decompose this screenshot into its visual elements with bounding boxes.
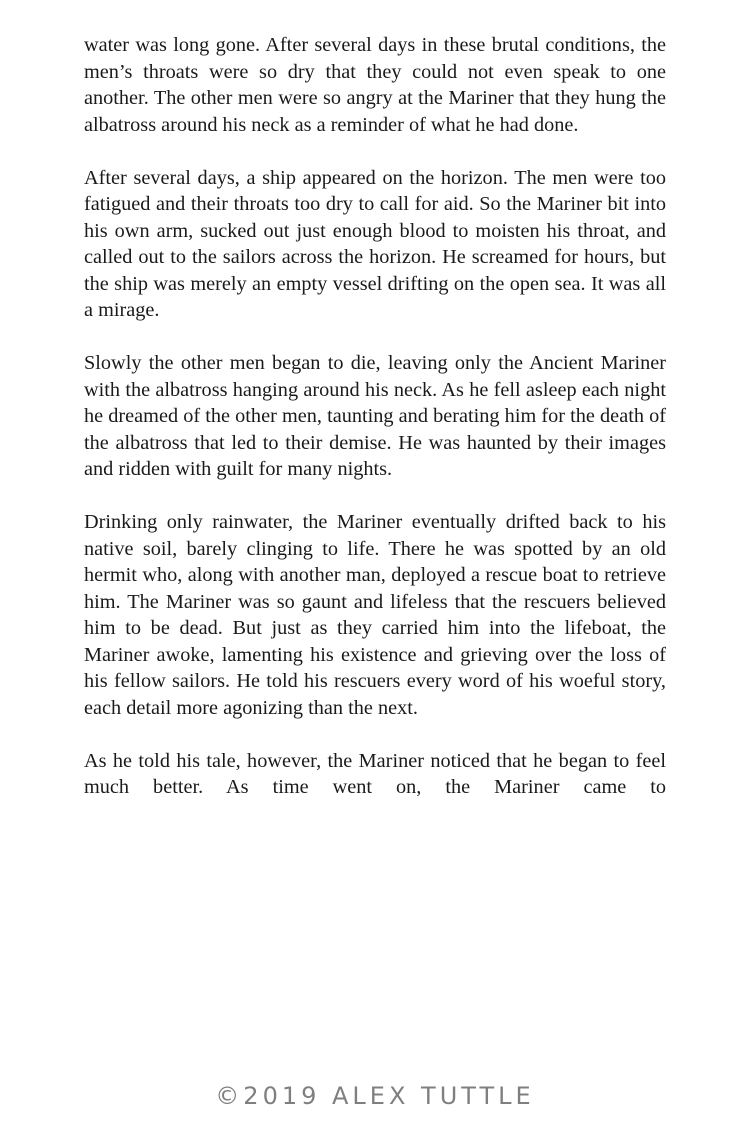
paragraph-5: As he told his tale, however, the Mariner noticed that he began to feel much better. As time went on, the Mariner came to bbox=[84, 749, 666, 798]
paragraph-2: After several days, a ship appeared on the horizon. The men were too fatigued and their throats too dry to call for aid. So the Mariner bit into his own arm, sucked out just enough blood to moisten his throat, and called out to the sailors across the horizon. He screamed for hours, but the ship was merely an empty vessel drifting on the open sea. It was all a mirage. bbox=[84, 166, 666, 321]
copyright-footer: ©2019 ALEX TUTTLE bbox=[215, 1082, 535, 1110]
page-body bbox=[84, 32, 666, 827]
paragraph-3: Slowly the other men began to die, leaving only the Ancient Mariner with the albatross hanging around his neck. As he fell asleep each night he dreamed of the other men, taunting and berating him for the death of the albatross that led to their demise. He was haunted by their images and ridden with guilt for many nights. bbox=[84, 352, 666, 480]
paragraph-4: Drinking only rainwater, the Mariner eventually drifted back to his native soil, barely clinging to life. There he was spotted by an old hermit who, along with another man, deployed a rescue boat to retrieve him. The Mariner was so gaunt and lifeless that the rescuers believed him to be dead. But just as they carried him into the lifeboat, the Mariner awoke, lamenting his existence and grieving over the loss of his fellow sailors. He told his rescuers every word of his woeful story, each detail more agonizing than the next. bbox=[84, 511, 666, 719]
paragraph-1: water was long gone. After several days in these brutal conditions, the men’s throats were so dry that they could not even speak to one another. The other men were so angry at the Mariner that they hung the albatross around his neck as a reminder of what he had done. bbox=[84, 34, 666, 136]
